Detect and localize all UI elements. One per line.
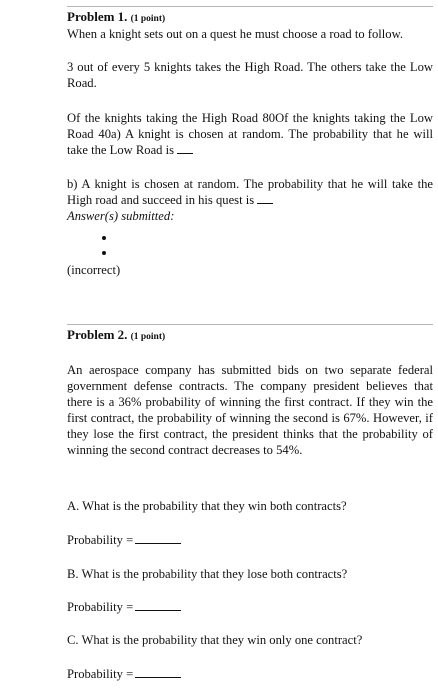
problem2-intro: An aerospace company has submitted bids on two separate federal government defense contracts. The company president believes that there is a 36% probability of winning the first contract. If they win the first contract, the probability of winning the second is 67%. However, if they lose the first contract, the president thinks that the probability of winning the second contract decreases to 54%. (67, 363, 433, 457)
problem2-question-b: B. What is the probability that they lose both contracts? (67, 567, 348, 581)
probability-input-c[interactable] (135, 667, 181, 678)
problem1-part-a-text: Of the knights taking the High Road 80Of the knights taking the Low Road 40a) A knight is chosen at random. The probability that he will take the Low Road is (67, 111, 433, 157)
probability-label-c: Probability = (67, 667, 134, 681)
problem1-road-ratio: 3 out of every 5 knights takes the High Road. The others take the Low Road. (67, 60, 433, 90)
submitted-answer-bullet-2 (102, 251, 106, 255)
problem2-question-c: C. What is the probability that they win only one contract? (67, 633, 363, 647)
problem1-part-b-answer-blank[interactable] (257, 193, 273, 204)
problem1-header (67, 9, 433, 27)
submitted-answer-bullet-1 (102, 236, 106, 240)
problem1-title: Problem 1. (67, 9, 128, 24)
problem1-intro: When a knight sets out on a quest he must choose a road to follow. (67, 27, 403, 41)
answers-submitted-label: Answer(s) submitted: (67, 209, 175, 223)
problem1-points: (1 point) (130, 14, 166, 24)
problem2-answer-a (67, 532, 433, 548)
problem1-status: (incorrect) (67, 263, 121, 277)
problem2-answer-b (67, 599, 433, 615)
problem2-answer-c (67, 666, 433, 682)
probability-label-a: Probability = (67, 533, 134, 547)
problem1-part-b-text: b) A knight is chosen at random. The probability that he will take the High road and succeed in his quest is (67, 177, 433, 207)
problem2-points: (1 point) (130, 332, 166, 342)
probability-input-b[interactable] (135, 600, 181, 611)
probability-label-b: Probability = (67, 600, 134, 614)
problem2-header (67, 327, 433, 345)
problem1-part-a (67, 110, 433, 158)
problem1-top-rule (67, 6, 433, 7)
problem2-question-a: A. What is the probability that they win both contracts? (67, 499, 347, 513)
problem1-part-b (67, 176, 433, 208)
probability-input-a[interactable] (135, 533, 181, 544)
problem2-top-rule (67, 324, 433, 325)
problem1-part-a-answer-blank[interactable] (177, 143, 193, 154)
problem2-title: Problem 2. (67, 327, 128, 342)
